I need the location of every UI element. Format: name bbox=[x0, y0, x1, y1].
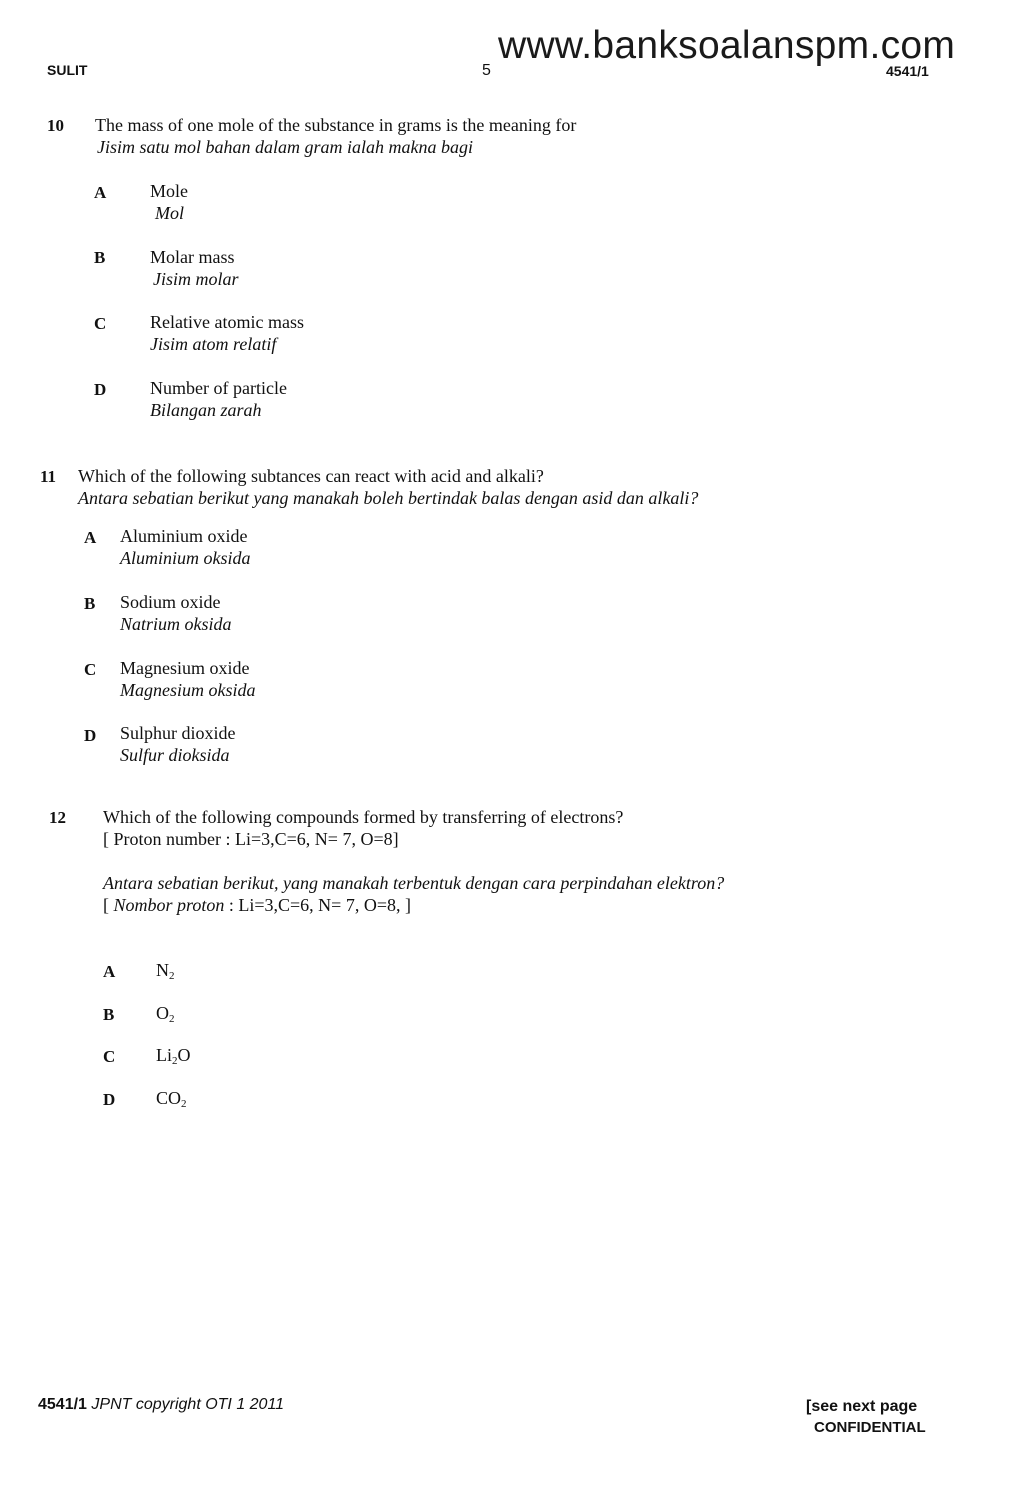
option-text-en: Number of particle bbox=[150, 378, 287, 398]
question-number: 12 bbox=[49, 808, 66, 827]
option-text-ms: Natrium oksida bbox=[120, 614, 232, 634]
option-text-en: Relative atomic mass bbox=[150, 312, 304, 332]
option-letter: D bbox=[84, 726, 97, 745]
option-text-en: Sodium oxide bbox=[120, 592, 221, 612]
option-letter: A bbox=[103, 962, 116, 981]
option-text-ms: Mol bbox=[155, 203, 184, 223]
option-letter: B bbox=[94, 248, 106, 267]
page-number: 5 bbox=[482, 62, 491, 79]
question-text-en: Which of the following subtances can react with acid and alkali? bbox=[78, 466, 544, 486]
proton-number-ms: [ Nombor proton : Li=3,C=6, N= 7, O=8, ] bbox=[103, 895, 411, 915]
option-text-ms: Aluminium oksida bbox=[120, 548, 251, 568]
question-number: 10 bbox=[47, 116, 64, 135]
confidential-label: CONFIDENTIAL bbox=[814, 1419, 926, 1436]
option-text-en: Molar mass bbox=[150, 247, 235, 267]
option-text-ms: Jisim atom relatif bbox=[150, 334, 277, 354]
option-text-en: Sulphur dioxide bbox=[120, 723, 236, 743]
footer-code: 4541/1 bbox=[38, 1396, 87, 1413]
proton-number-ms-values: : Li=3,C=6, N= 7, O=8, ] bbox=[228, 895, 411, 915]
proton-number-en: [ Proton number : Li=3,C=6, N= 7, O=8] bbox=[103, 829, 399, 849]
option-letter: D bbox=[103, 1090, 116, 1109]
option-text-en: Magnesium oxide bbox=[120, 658, 250, 678]
paper-code: 4541/1 bbox=[886, 63, 929, 79]
option-text-ms: Magnesium oksida bbox=[120, 680, 256, 700]
option-text-ms: Bilangan zarah bbox=[150, 400, 262, 420]
question-text-ms: Antara sebatian berikut, yang manakah terbentuk dengan cara perpindahan elektron? bbox=[103, 873, 725, 893]
footer-copyright bbox=[38, 1396, 284, 1414]
option-formula: $CO_2$ bbox=[156, 1088, 187, 1110]
option-letter: A bbox=[84, 528, 97, 547]
proton-number-ms-label: Nombor proton bbox=[113, 895, 225, 915]
question-number: 11 bbox=[40, 467, 57, 486]
option-letter: C bbox=[84, 660, 97, 679]
footer-copyright-text: JPNT copyright OTI 1 2011 bbox=[91, 1396, 285, 1413]
question-text-ms: Jisim satu mol bahan dalam gram ialah makna bagi bbox=[97, 137, 473, 157]
option-text-ms: Sulfur dioksida bbox=[120, 745, 230, 765]
option-letter: B bbox=[84, 594, 96, 613]
option-text-ms: Jisim molar bbox=[153, 269, 239, 289]
website-watermark: www.banksoalanspm.com bbox=[498, 24, 956, 67]
option-formula: $N_2$ bbox=[156, 960, 175, 982]
option-formula: $O_2$ bbox=[156, 1003, 175, 1025]
option-letter: D bbox=[94, 380, 107, 399]
question-text-ms: Antara sebatian berikut yang manakah boleh bertindak balas dengan asid dan alkali? bbox=[78, 488, 699, 508]
option-letter: C bbox=[103, 1047, 116, 1066]
classification-label: SULIT bbox=[47, 62, 88, 78]
option-text-en: Mole bbox=[150, 181, 188, 201]
question-text-en: The mass of one mole of the substance in grams is the meaning for bbox=[95, 115, 577, 135]
option-formula: $Li_2O$ bbox=[156, 1045, 191, 1067]
option-letter: A bbox=[94, 183, 107, 202]
next-page-label: [see next page bbox=[806, 1398, 918, 1415]
question-text-en: Which of the following compounds formed by transferring of electrons? bbox=[103, 807, 624, 827]
option-letter: B bbox=[103, 1005, 115, 1024]
option-text-en: Aluminium oxide bbox=[120, 526, 248, 546]
option-letter: C bbox=[94, 314, 107, 333]
